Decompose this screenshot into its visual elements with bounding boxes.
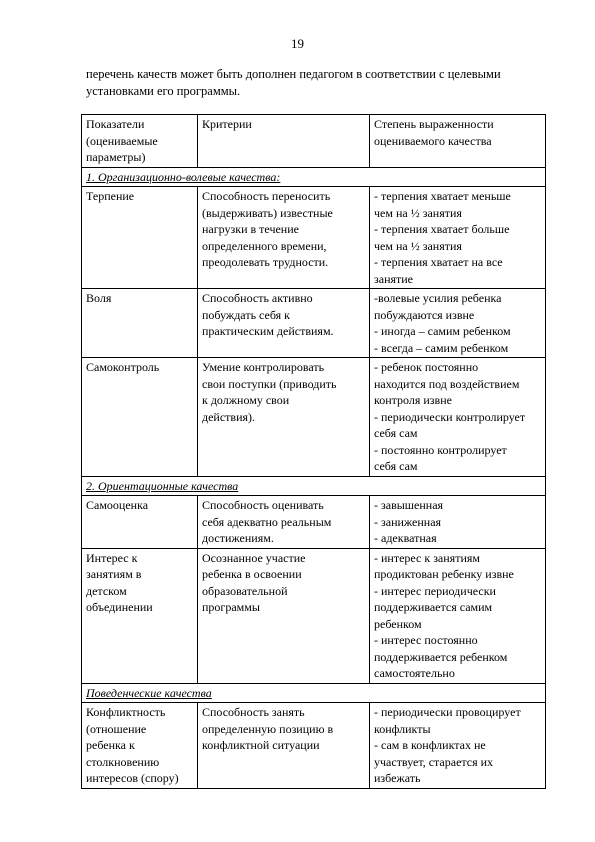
table-row xyxy=(82,703,546,789)
criteria-cell-line: образовательной xyxy=(202,583,288,598)
degree-cell-line: - постоянно контролирует xyxy=(374,442,507,457)
degree-cell xyxy=(370,548,546,683)
table-row xyxy=(82,187,546,289)
criteria-cell-line: ребенка в освоении xyxy=(202,567,302,581)
section-row xyxy=(82,476,546,496)
degree-cell xyxy=(370,703,546,789)
criteria-cell-line: Умение контролировать xyxy=(202,360,325,374)
degree-cell xyxy=(370,187,546,289)
degree-cell-line: - терпения хватает на все xyxy=(374,255,503,269)
section-title-text: Поведенческие качества xyxy=(86,685,212,700)
degree-cell-line: -волевые усилия ребенка xyxy=(374,291,502,305)
criteria-cell-line: свои поступки (приводить xyxy=(202,376,337,391)
indicator-cell-line: Интерес к xyxy=(86,550,138,565)
degree-cell-line: - интерес к занятиям xyxy=(374,550,480,565)
section-row xyxy=(82,167,546,187)
section-title xyxy=(82,683,546,703)
degree-cell-line: - терпения хватает больше xyxy=(374,222,510,236)
criteria-cell-line: побуждать себя к xyxy=(202,307,290,322)
degree-cell-line: - периодически провоцирует xyxy=(374,705,521,719)
criteria-cell-line: Способность переносить xyxy=(202,189,331,203)
criteria-cell-line: себя адекватно реальным xyxy=(202,514,332,529)
indicator-cell-line: Воля xyxy=(86,291,112,305)
indicator-cell-line: интересов (спору) xyxy=(86,771,179,785)
criteria-cell-line: определенного времени, xyxy=(202,238,327,253)
degree-cell-line: - ребенок постоянно xyxy=(374,360,479,374)
degree-cell-line: - заниженная xyxy=(374,514,442,529)
header-degree xyxy=(370,115,546,168)
degree-cell-line: избежать xyxy=(374,771,421,785)
degree-cell-line: чем на ½ занятия xyxy=(374,205,462,220)
degree-cell-line: себя сам xyxy=(374,459,418,473)
indicator-cell-line: занятиям в xyxy=(86,567,142,581)
degree-cell-line: конфликты xyxy=(374,721,431,736)
degree-cell-line: поддерживается ребенком xyxy=(374,649,508,664)
section-title-text: 1. Организационно-волевые качества: xyxy=(86,169,281,184)
criteria-cell-line: конфликтной ситуации xyxy=(202,738,320,752)
criteria-cell-line: определенную позицию в xyxy=(202,721,334,736)
table-row xyxy=(82,289,546,358)
criteria-cell-line: действия). xyxy=(202,409,256,424)
criteria-cell-line: Способность оценивать xyxy=(202,498,324,512)
degree-cell-line: продиктован ребенку извне xyxy=(374,567,514,581)
indicator-cell xyxy=(82,496,198,549)
indicator-cell-line: Самооценка xyxy=(86,498,149,512)
header-indicators-line: (оцениваемые xyxy=(86,133,158,148)
degree-cell xyxy=(370,358,546,477)
criteria-cell xyxy=(198,496,370,549)
criteria-cell-line: (выдерживать) известные xyxy=(202,205,333,220)
criteria-cell xyxy=(198,548,370,683)
criteria-cell-line: программы xyxy=(202,600,260,614)
degree-cell xyxy=(370,496,546,549)
degree-cell-line: - иногда – самим ребенком xyxy=(374,324,511,338)
indicator-cell-line: объединении xyxy=(86,600,153,614)
header-criteria-line: Критерии xyxy=(202,117,252,131)
degree-cell-line: ребенком xyxy=(374,616,422,631)
criteria-cell xyxy=(198,358,370,477)
section-title-text: 2. Ориентационные качества xyxy=(86,478,239,493)
table-row xyxy=(82,496,546,549)
criteria-cell-line: преодолевать трудности. xyxy=(202,255,329,269)
table-row xyxy=(82,358,546,477)
degree-cell-line: контроля извне xyxy=(374,393,452,407)
degree-cell-line: чем на ½ занятия xyxy=(374,238,462,253)
header-degree-line: оцениваемого качества xyxy=(374,133,492,148)
indicator-cell-line: Терпение xyxy=(86,189,135,203)
criteria-cell-line: Осознанное участие xyxy=(202,550,306,565)
degree-cell-line: - терпения хватает меньше xyxy=(374,189,511,203)
intro-line: установками его программы. xyxy=(86,84,241,98)
indicator-cell-line: Конфликтность xyxy=(86,705,166,719)
intro-line: перечень качеств может быть дополнен педагогом в соответствии с целевыми xyxy=(86,67,501,81)
section-title xyxy=(82,167,546,187)
criteria-cell-line: достижениям. xyxy=(202,531,274,545)
intro-paragraph xyxy=(86,66,546,100)
criteria-cell-line: практическим действиям. xyxy=(202,324,334,338)
indicator-cell xyxy=(82,703,198,789)
table-row xyxy=(82,548,546,683)
indicator-cell-line: детском xyxy=(86,583,127,598)
indicator-cell xyxy=(82,358,198,477)
page-number: 19 xyxy=(291,36,304,51)
degree-cell-line: самостоятельно xyxy=(374,666,455,680)
table-header-row xyxy=(82,115,546,168)
criteria-cell xyxy=(198,187,370,289)
criteria-cell-line: к должному свои xyxy=(202,393,290,407)
degree-cell-line: - адекватная xyxy=(374,531,437,545)
header-indicators-line: Показатели xyxy=(86,117,145,131)
degree-cell xyxy=(370,289,546,358)
indicator-cell-line: Самоконтроль xyxy=(86,360,160,374)
degree-cell-line: участвует, старается их xyxy=(374,754,494,769)
degree-cell-line: - интерес постоянно xyxy=(374,633,478,647)
indicator-cell-line: (отношение xyxy=(86,721,147,736)
degree-cell-line: поддерживается самим xyxy=(374,600,493,614)
criteria-cell-line: Способность активно xyxy=(202,291,313,305)
header-indicators xyxy=(82,115,198,168)
indicator-cell xyxy=(82,548,198,683)
criteria-cell-line: Способность занять xyxy=(202,705,305,719)
criteria-cell xyxy=(198,289,370,358)
degree-cell-line: себя сам xyxy=(374,426,418,440)
header-criteria xyxy=(198,115,370,168)
assessment-table xyxy=(81,114,546,789)
degree-cell-line: занятие xyxy=(374,271,413,286)
degree-cell-line: побуждаются извне xyxy=(374,307,475,322)
criteria-cell xyxy=(198,703,370,789)
criteria-cell-line: нагрузки в течение xyxy=(202,222,299,236)
header-degree-line: Степень выраженности xyxy=(374,117,494,131)
degree-cell-line: - интерес периодически xyxy=(374,583,496,598)
indicator-cell xyxy=(82,187,198,289)
header-indicators-line: параметры) xyxy=(86,150,146,164)
indicator-cell xyxy=(82,289,198,358)
degree-cell-line: - сам в конфликтах не xyxy=(374,738,486,752)
degree-cell-line: находится под воздействием xyxy=(374,376,520,391)
degree-cell-line: - всегда – самим ребенком xyxy=(374,340,509,355)
section-title xyxy=(82,476,546,496)
degree-cell-line: - завышенная xyxy=(374,498,444,512)
degree-cell-line: - периодически контролирует xyxy=(374,409,526,424)
indicator-cell-line: ребенка к xyxy=(86,738,135,752)
indicator-cell-line: столкновению xyxy=(86,754,160,769)
section-row xyxy=(82,683,546,703)
